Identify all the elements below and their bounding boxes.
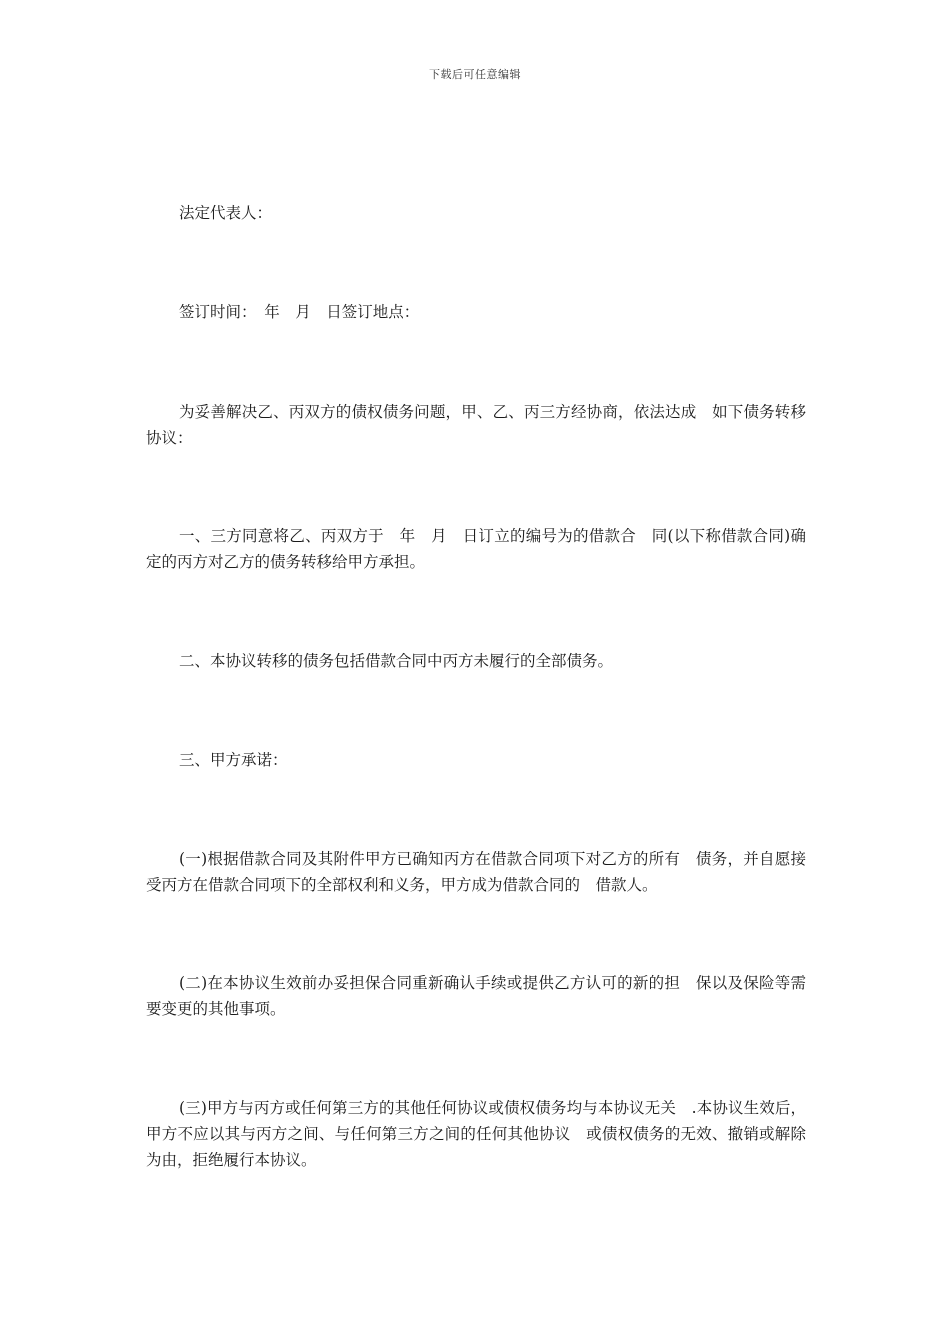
clause-3-3-paragraph: (三)甲方与丙方或任何第三方的其他任何协议或债权债务均与本协议无关 .本协议生效后，甲方不应以其与丙方之间、与任何第三方之间的任何其他协议 或债权债务的无效、撤销或解除为由，拒绝履行本协议。 — [146, 1099, 806, 1169]
header-note: 下载后可任意编辑 — [429, 68, 521, 81]
clause-2-paragraph: 二、本协议转移的债务包括借款合同中丙方未履行的全部债务。 — [179, 652, 614, 670]
clause-3-2-paragraph: (二)在本协议生效前办妥担保合同重新确认手续或提供乙方认可的新的担 保以及保险等需要变更的其他事项。 — [146, 974, 806, 1018]
intro-paragraph: 为妥善解决乙、丙双方的债权债务问题，甲、乙、丙三方经协商，依法达成 如下债务转移协议： — [146, 403, 806, 447]
signing-info-line: 签订时间： 年 月 日签订地点： — [179, 303, 420, 321]
clause-3-1-paragraph: (一)根据借款合同及其附件甲方已确知丙方在借款合同项下对乙方的所有 债务，并自愿接受丙方在借款合同项下的全部权利和义务，甲方成为借款合同的 借款人。 — [146, 850, 806, 894]
clause-3-heading: 三、甲方承诺： — [179, 751, 288, 769]
clause-1-paragraph: 一、三方同意将乙、丙双方于 年 月 日订立的编号为的借款合 同(以下称借款合同)确定的丙方对乙方的债务转移给甲方承担。 — [146, 527, 806, 571]
legal-representative-line: 法定代表人： — [179, 204, 273, 222]
